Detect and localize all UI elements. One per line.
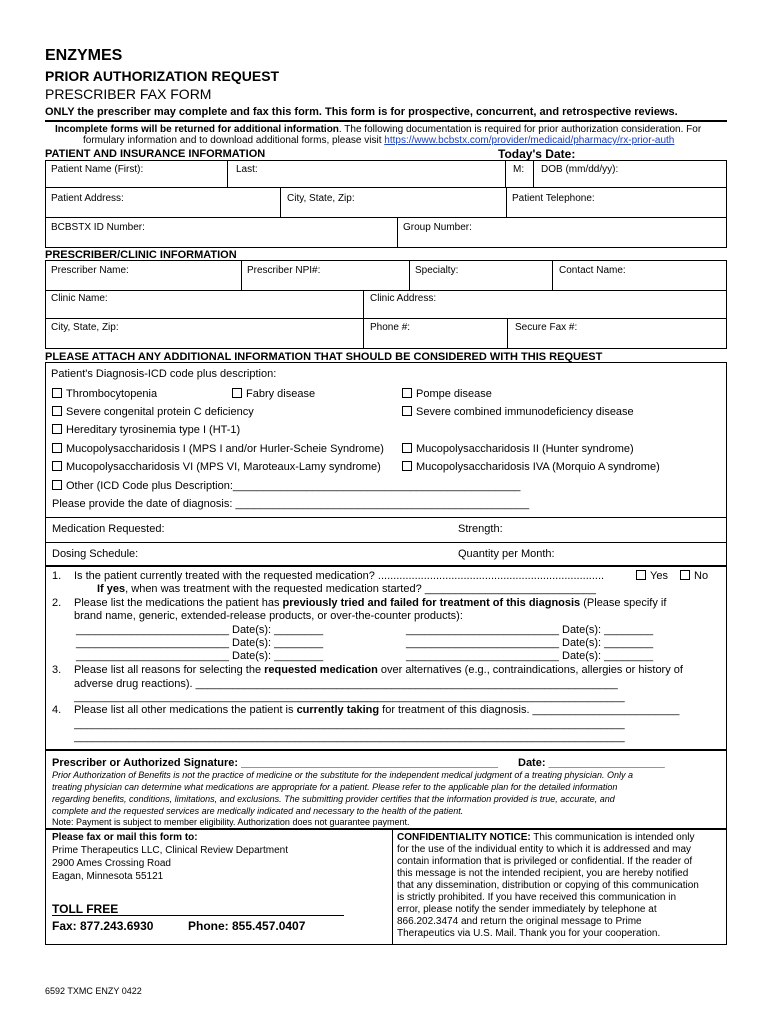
q3-line2[interactable]: adverse drug reactions). _____________________________________________________________________ [74, 678, 618, 690]
confidentiality-line-8: 866.202.3474 and return the original message to Prime [397, 916, 642, 927]
address-line-1: Prime Therapeutics LLC, Clinical Review Department [52, 845, 289, 856]
q4-line3[interactable]: __________________________________________________________________________________________ [74, 731, 625, 743]
toll-free-label: TOLL FREE [52, 902, 119, 916]
patient-box [45, 160, 727, 248]
clinic-fax-field[interactable]: Secure Fax #: [515, 322, 578, 333]
checkbox[interactable] [52, 406, 62, 416]
only-prescriber-line: ONLY the prescriber may complete and fax this form. This form is for prospective, concurrent, and retrospective reviews. [45, 106, 678, 118]
q4-line2[interactable]: __________________________________________________________________________________________ [74, 718, 625, 730]
checkbox[interactable] [402, 406, 412, 416]
confidentiality-text: This communication is intended only [530, 832, 695, 843]
form-code: 6592 TXMC ENZY 0422 [45, 986, 142, 996]
option-mps-i[interactable] [52, 443, 384, 455]
option-protein-c[interactable] [52, 406, 254, 418]
patient-col-divider-4 [280, 187, 281, 217]
patient-group-field[interactable]: Group Number: [403, 222, 472, 233]
q2-number: 2. [52, 597, 62, 609]
patient-address-field[interactable]: Patient Address: [51, 193, 124, 204]
clinic-phone-field[interactable]: Phone #: [370, 322, 411, 333]
option-label: Pompe disease [416, 388, 492, 400]
prescriber-name-field[interactable]: Prescriber Name: [51, 265, 129, 276]
confidentiality-line-1 [397, 832, 695, 843]
confidentiality-line-5: that any dissemination, distribution or copying of this communication [397, 880, 699, 891]
fax-number: Fax: 877.243.6930 [52, 919, 154, 933]
additional-section-title: PLEASE ATTACH ANY ADDITIONAL INFORMATION THAT SHOULD BE CONSIDERED WITH THIS REQUEST [45, 351, 603, 363]
confidentiality-line-3: contain information that is privileged or confidential. If the reader of [397, 856, 693, 867]
q4-number: 4. [52, 704, 62, 716]
confidentiality-line-6: is strictly prohibited. If you have received this communication in [397, 892, 677, 903]
strength-field[interactable]: Strength: [458, 523, 503, 535]
no-label: No [694, 570, 709, 582]
formulary-text: formulary information and to download additional forms, please visit [83, 135, 385, 146]
checkbox[interactable] [52, 424, 62, 434]
confidentiality-line-9: Therapeutics via U.S. Mail. Thank you for your cooperation. [397, 928, 661, 939]
header-rule [45, 120, 727, 122]
q2-row-1-left[interactable]: _________________________ Date(s): ________ [76, 624, 324, 636]
checkbox[interactable] [402, 388, 412, 398]
diagnosis-label: Patient's Diagnosis-ICD code plus description: [51, 368, 277, 380]
confidentiality-line-4: this message is not the intended recipient, you are hereby notified [397, 868, 689, 879]
patient-telephone-field[interactable]: Patient Telephone: [512, 193, 595, 204]
option-label: Mucopolysaccharidosis II (Hunter syndrome) [416, 443, 634, 455]
checkbox[interactable] [52, 443, 62, 453]
q3-number: 3. [52, 664, 62, 676]
patient-col-divider-1 [227, 160, 228, 187]
prescriber-contact-field[interactable]: Contact Name: [559, 265, 626, 276]
diagnosis-date-field[interactable]: Please provide the date of diagnosis: ________________________________________________ [52, 498, 530, 510]
q1-text: Is the patient currently treated with the requested medication? .......................................................................... [74, 570, 605, 582]
incomplete-rest: . The following documentation is required for prior authorization consideration. For [338, 124, 702, 135]
option-mps-ii[interactable] [402, 443, 634, 455]
option-ht1[interactable] [52, 424, 240, 436]
phone-number: Phone: 855.457.0407 [188, 919, 306, 933]
checkbox[interactable] [636, 570, 646, 580]
patient-last-name-field[interactable]: Last: [236, 164, 258, 175]
q2-line2: brand name, generic, extended-release products, or over-the-counter products): [74, 610, 463, 622]
option-label: Severe congenital protein C deficiency [66, 406, 254, 418]
prescriber-specialty-field[interactable]: Specialty: [415, 265, 459, 276]
fax-heading: Please fax or mail this form to: [52, 832, 198, 843]
option-thrombocytopenia[interactable] [52, 388, 157, 400]
dosing-schedule-field[interactable]: Dosing Schedule: [52, 548, 139, 560]
address-line-3: Eagan, Minnesota 55121 [52, 871, 164, 882]
option-label: Hereditary tyrosinemia type I (HT-1) [66, 424, 241, 436]
q2-row-2-left[interactable]: _________________________ Date(s): ________ [76, 637, 324, 649]
q3-part-b: over alternatives (e.g., contraindications, allergies or history of [377, 664, 683, 676]
clinic-name-field[interactable]: Clinic Name: [51, 293, 108, 304]
medication-requested-field[interactable]: Medication Requested: [52, 523, 165, 535]
prescriber-row-divider-2 [45, 318, 727, 319]
patient-row-divider-1 [45, 187, 727, 188]
q1-yes[interactable] [636, 570, 668, 582]
patient-section-title: PATIENT AND INSURANCE INFORMATION [45, 148, 266, 160]
disclaimer-line-1: Prior Authorization of Benefits is not the practice of medicine or the substitute for the independent medical judgment of a treating physician. Only a [52, 770, 633, 780]
if-yes-bold: If yes [97, 583, 126, 595]
signature-date-field[interactable]: Date: ___________________ [518, 757, 665, 769]
signature-field[interactable]: Prescriber or Authorized Signature: __________________________________________ [52, 757, 499, 769]
confidentiality-heading: CONFIDENTIALITY NOTICE: [397, 832, 531, 843]
prescriber-section-title: PRESCRIBER/CLINIC INFORMATION [45, 249, 237, 261]
q4-bold: currently taking [296, 704, 380, 716]
confidentiality-line-2: for the use of the individual entity to which it is addressed and may [397, 844, 692, 855]
checkbox[interactable] [402, 443, 412, 453]
option-label: Mucopolysaccharidosis IVA (Morquio A syndrome) [416, 461, 660, 473]
q4-part-a: Please list all other medications the patient is [74, 704, 297, 716]
patient-id-field[interactable]: BCBSTX ID Number: [51, 222, 145, 233]
q4-text [74, 704, 694, 716]
option-pompe[interactable] [402, 388, 492, 400]
patient-first-name-field[interactable]: Patient Name (First): [51, 164, 144, 175]
prescriber-col-divider-5 [507, 318, 508, 349]
q2-bold: previously tried and failed for treatment of this diagnosis [282, 597, 581, 609]
disclaimer-line-3: regarding benefits, conditions, limitations, and exclusions. The submitting provider certifies that the information provided is true, accurate, and [52, 794, 615, 804]
q1-no[interactable] [680, 570, 708, 582]
q1-number: 1. [52, 570, 62, 582]
checkbox[interactable] [232, 388, 242, 398]
option-label: Fabry disease [246, 388, 316, 400]
q2-row-3-left[interactable]: _________________________ Date(s): ________ [76, 650, 324, 662]
q3-part-a: Please list all reasons for selecting the [74, 664, 265, 676]
q3-text [74, 664, 683, 676]
clinic-city-field[interactable]: City, State, Zip: [51, 322, 119, 333]
q2-row-2-right[interactable]: _________________________ Date(s): ________ [406, 637, 654, 649]
form-subtitle: PRIOR AUTHORIZATION REQUEST [45, 68, 280, 84]
form-type: PRESCRIBER FAX FORM [45, 86, 212, 102]
form-title: ENZYMES [45, 47, 123, 64]
disclaimer-line-4: complete and the requested services are medically indicated and necessary to the health of the patient. [52, 806, 464, 816]
q3-line3[interactable]: __________________________________________________________________________________________ [74, 691, 625, 703]
checkbox[interactable] [52, 461, 62, 471]
patient-row-divider-2 [45, 217, 727, 218]
additional-divider-1 [45, 517, 727, 518]
incomplete-note [55, 124, 701, 135]
incomplete-bold: Incomplete forms will be returned for additional information [55, 124, 339, 135]
q2-part-a: Please list the medications the patient has [74, 597, 283, 609]
option-mps-vi[interactable] [52, 461, 381, 473]
option-label: Other (ICD Code plus Description:_______________________________________________ [66, 480, 521, 492]
option-fabry[interactable] [232, 388, 315, 400]
checkbox[interactable] [402, 461, 412, 471]
yes-label: Yes [650, 570, 668, 582]
prescriber-npi-field[interactable]: Prescriber NPI#: [247, 265, 321, 276]
q2-text [74, 597, 666, 609]
address-line-2: 2900 Ames Crossing Road [52, 858, 171, 869]
q4-part-b: for treatment of this diagnosis. ________________________ [379, 704, 680, 716]
patient-col-divider-2 [505, 160, 506, 187]
disclaimer-line-2: treating physician can determine what medications are appropriate for a patient. Please refer to the applicable plan for the detailed information [52, 782, 618, 792]
patient-mi-field[interactable]: M: [513, 164, 525, 175]
patient-col-divider-6 [397, 217, 398, 248]
prescriber-col-divider-4 [363, 290, 364, 349]
checkbox[interactable] [680, 570, 690, 580]
option-label: Mucopolysaccharidosis VI (MPS VI, Maroteaux-Lamy syndrome) [66, 461, 381, 473]
prescriber-col-divider-1 [241, 260, 242, 290]
checkbox[interactable] [52, 480, 62, 490]
payment-note: Note: Payment is subject to member eligibility. Authorization does not guarantee payment. [52, 817, 410, 827]
option-mps-iva[interactable] [402, 461, 660, 473]
q2-row-1-right[interactable]: _________________________ Date(s): ________ [406, 624, 654, 636]
option-scid[interactable] [402, 406, 634, 418]
q2-part-b: (Please specify if [580, 597, 667, 609]
q2-row-3-right[interactable]: _________________________ Date(s): ________ [406, 650, 654, 662]
patient-city-field[interactable]: City, State, Zip: [287, 193, 355, 204]
prior-auth-link[interactable]: https://www.bcbstx.com/provider/medicaid/pharmacy/rx-prior-auth [384, 135, 675, 146]
quantity-field[interactable]: Quantity per Month: [458, 548, 555, 560]
option-other[interactable] [52, 480, 520, 492]
option-label: Mucopolysaccharidosis I (MPS I and/or Hurler-Scheie Syndrome) [66, 443, 384, 455]
q3-bold: requested medication [264, 664, 378, 676]
prescriber-col-divider-2 [409, 260, 410, 290]
option-label: Thrombocytopenia [66, 388, 158, 400]
patient-dob-field[interactable]: DOB (mm/dd/yy): [541, 164, 619, 175]
checkbox[interactable] [52, 388, 62, 398]
if-yes-rest: , when was treatment with the requested medication started? ____________________________ [125, 583, 597, 595]
q1-if-yes[interactable] [97, 583, 596, 595]
toll-free-rule [52, 915, 344, 916]
formulary-note [83, 135, 674, 146]
patient-col-divider-3 [533, 160, 534, 187]
option-label: Severe combined immunodeficiency disease [416, 406, 634, 418]
confidentiality-line-7: error, please notify the sender immediately by telephone at [397, 904, 657, 915]
clinic-address-field[interactable]: Clinic Address: [370, 293, 437, 304]
todays-date-label: Today's Date: [498, 147, 576, 161]
footer-divider [392, 829, 393, 945]
prescriber-row-divider-1 [45, 290, 727, 291]
prescriber-col-divider-3 [552, 260, 553, 290]
patient-col-divider-5 [506, 187, 507, 217]
additional-divider-2 [45, 542, 727, 543]
